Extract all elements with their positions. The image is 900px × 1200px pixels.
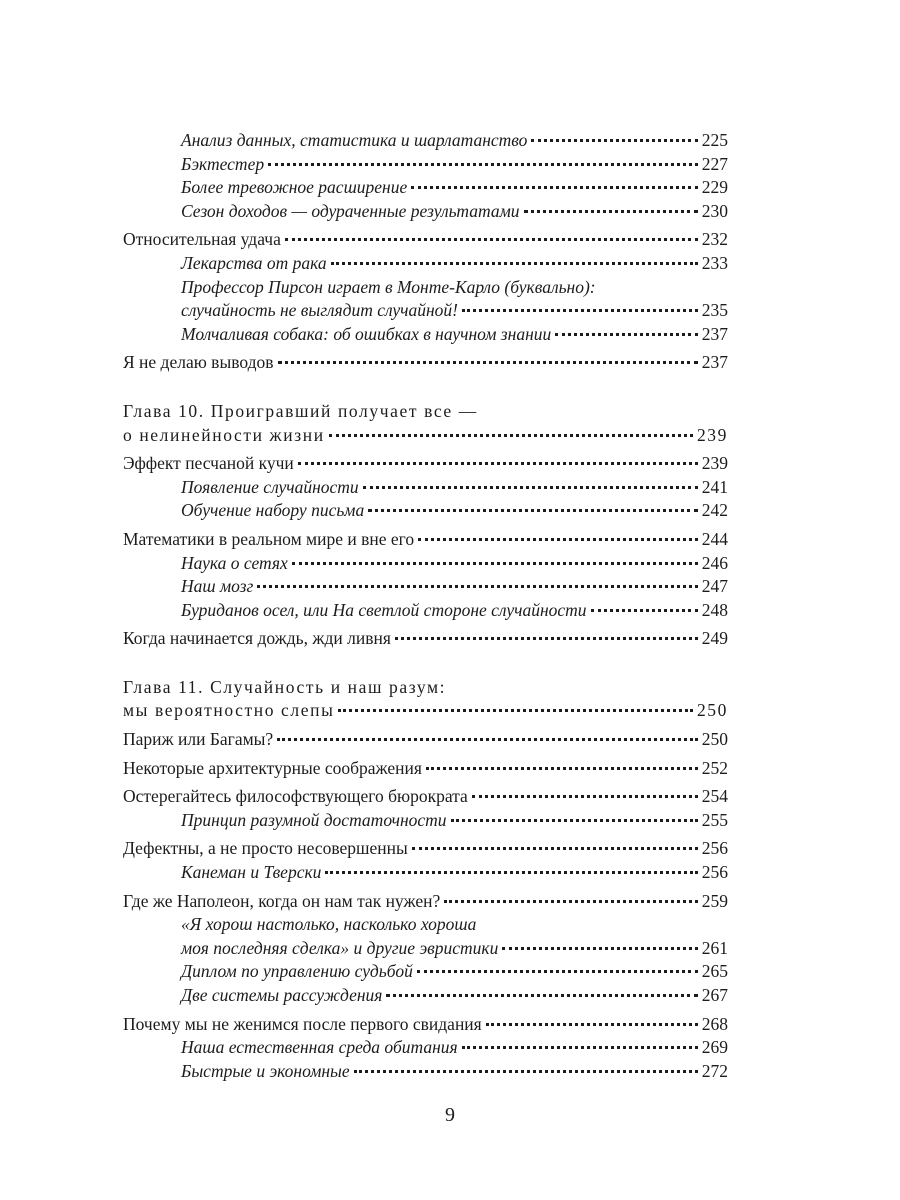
dot-leader <box>555 333 697 336</box>
dot-leader <box>331 262 698 265</box>
toc-entry-title: Молчаливая собака: об ошибках в научном знании <box>181 323 552 344</box>
dot-leader <box>412 847 698 850</box>
toc-entry-title: Некоторые архитектурные соображения <box>123 757 422 778</box>
toc-entry-title: Математики в реальном мире и вне его <box>123 528 415 549</box>
dot-leader <box>277 738 698 741</box>
toc-row <box>181 937 728 961</box>
toc-entry-sub <box>123 809 728 833</box>
toc-row <box>181 1060 728 1084</box>
toc-row <box>123 228 728 252</box>
toc-entry-title: Где же Наполеон, когда он нам так нужен? <box>123 890 441 911</box>
toc-entry-page-number: 250 <box>696 700 728 721</box>
toc-entry-section <box>123 351 728 375</box>
toc-row <box>181 129 728 153</box>
dot-leader <box>325 871 697 874</box>
toc-entry-title: Две системы рассуждения <box>181 985 383 1005</box>
toc-entry-sub <box>123 499 728 523</box>
toc-entry-title: Сезон доходов — одураченные результатами <box>181 200 520 221</box>
toc-row <box>123 757 728 781</box>
toc-entry-chapter <box>123 400 728 447</box>
toc-entry-page-number: 256 <box>701 862 728 883</box>
toc-entry-section <box>123 890 728 914</box>
toc-entry-page-number: 269 <box>701 1037 728 1058</box>
toc-entry-sub <box>123 599 728 623</box>
toc-entry-title-line: Глава 11. Случайность и наш разум: <box>123 676 447 697</box>
toc-entry-sub <box>123 200 728 224</box>
toc-entry-page-number: 254 <box>701 786 728 807</box>
toc-entry-page-number: 237 <box>701 323 728 344</box>
toc-entry-sub <box>123 129 728 153</box>
toc-entry-sub <box>123 861 728 885</box>
toc-entry-section <box>123 452 728 476</box>
toc-row <box>181 252 728 276</box>
toc-entry-page-number: 239 <box>696 424 728 445</box>
toc-entry-title: Диплом по управлению судьбой <box>181 961 413 982</box>
toc-entry-page-number: 272 <box>701 1060 728 1081</box>
toc-entry-sub <box>123 552 728 576</box>
toc-entry-sub <box>123 1036 728 1060</box>
toc-entry-page-number: 247 <box>701 576 728 597</box>
toc-entry-title: мы вероятностно слепы <box>123 700 335 721</box>
toc-entry-sub <box>123 276 728 323</box>
toc-entry-title-line: «Я хорош настолько, насколько хороша <box>181 914 477 935</box>
toc-entry-sub <box>123 913 728 960</box>
toc-row <box>181 176 728 200</box>
toc-entry-page-number: 227 <box>701 153 728 174</box>
toc-entry-page-number: 249 <box>701 628 728 649</box>
toc-row <box>123 528 728 552</box>
toc-entry-section <box>123 1013 728 1037</box>
toc-row <box>123 1013 728 1037</box>
toc-row <box>123 785 728 809</box>
toc-entry-section <box>123 228 728 252</box>
toc-entry-page-number: 244 <box>701 528 728 549</box>
toc-row <box>123 890 728 914</box>
toc-entry-page-number: 268 <box>701 1013 728 1034</box>
dot-leader <box>502 947 697 950</box>
toc-entry-page-number: 230 <box>701 200 728 221</box>
dot-leader <box>417 970 698 973</box>
toc-entry-title: Я не делаю выводов <box>123 352 274 373</box>
toc-entry-page-number: 233 <box>701 252 728 273</box>
toc-entry-page-number: 248 <box>701 599 728 620</box>
toc-row <box>181 599 728 623</box>
dot-leader <box>395 637 698 640</box>
dot-leader <box>386 994 697 997</box>
toc-row <box>123 728 728 752</box>
toc-entry-title: Наша естественная среда обитания <box>181 1037 458 1058</box>
toc-entry-page-number: 259 <box>701 890 728 911</box>
dot-leader <box>298 462 698 465</box>
toc-entry-page-number: 232 <box>701 229 728 250</box>
dot-leader <box>462 1046 698 1049</box>
toc-entry-title: Лекарства от рака <box>181 252 327 273</box>
toc-entry-title: Остерегайтесь философствующего бюрократа <box>123 786 468 807</box>
dot-leader <box>531 139 697 142</box>
toc-entry-title: Дефектны, а не просто несовершенны <box>123 838 408 859</box>
dot-leader <box>486 1023 698 1026</box>
toc-entry-section <box>123 837 728 861</box>
toc-entry-sub <box>123 984 728 1008</box>
toc-entry-title: Относительная удача <box>123 229 281 250</box>
toc-entry-title: Появление случайности <box>181 476 359 497</box>
toc-row <box>181 200 728 224</box>
toc-entry-title: моя последняя сделка» и другие эвристики <box>181 937 499 958</box>
toc-entry-title: Наш мозг <box>181 576 254 597</box>
toc-row <box>181 575 728 599</box>
toc-entry-sub <box>123 252 728 276</box>
toc-entry-section <box>123 757 728 781</box>
toc-row <box>181 299 728 323</box>
toc-entry-section <box>123 627 728 651</box>
toc-entry-sub <box>123 153 728 177</box>
dot-leader <box>292 562 698 565</box>
toc-entry-title: Канеман и Тверски <box>181 862 322 883</box>
toc-entry-page-number: 241 <box>701 476 728 497</box>
dot-leader <box>368 509 698 512</box>
toc-entry-sub <box>123 960 728 984</box>
table-of-contents <box>123 129 728 1083</box>
toc-entry-title: Анализ данных, статистика и шарлатанство <box>181 130 528 150</box>
dot-leader <box>462 309 698 312</box>
toc-entry-sub <box>123 323 728 347</box>
toc-entry-title: Когда начинается дождь, жди ливня <box>123 628 391 649</box>
toc-entry-sub <box>123 575 728 599</box>
toc-row <box>181 960 728 984</box>
toc-entry-chapter <box>123 676 728 723</box>
toc-row <box>123 837 728 861</box>
toc-entry-page-number: 256 <box>701 838 728 859</box>
toc-row <box>181 153 728 177</box>
toc-entry-sub <box>123 176 728 200</box>
dot-leader <box>411 186 698 189</box>
dot-leader <box>257 585 697 588</box>
toc-entry-title: Обучение набору письма <box>181 500 365 521</box>
toc-row <box>181 1036 728 1060</box>
toc-entry-title: о нелинейности жизни <box>123 424 325 445</box>
toc-row <box>181 476 728 500</box>
toc-entry-title: Бэктестер <box>181 153 265 174</box>
toc-row <box>123 424 728 448</box>
toc-entry-title: Буриданов осел, или На светлой стороне случайности <box>181 599 587 620</box>
toc-entry-page-number: 242 <box>701 500 728 521</box>
toc-entry-page-number: 237 <box>701 352 728 373</box>
toc-entry-title: Эффект песчаной кучи <box>123 453 294 474</box>
toc-row <box>181 499 728 523</box>
toc-row <box>181 809 728 833</box>
dot-leader <box>591 609 698 612</box>
toc-entry-page-number: 252 <box>701 757 728 778</box>
toc-entry-section <box>123 785 728 809</box>
toc-entry-title: Париж или Багамы? <box>123 729 274 750</box>
toc-entry-page-number: 225 <box>701 130 728 150</box>
page-number: 9 <box>445 1104 455 1126</box>
toc-entry-page-number: 255 <box>701 809 728 830</box>
toc-entry-section <box>123 528 728 552</box>
toc-row <box>181 552 728 576</box>
toc-entry-sub <box>123 1060 728 1084</box>
dot-leader <box>524 210 698 213</box>
toc-row <box>123 627 728 651</box>
toc-entry-title: Быстрые и экономные <box>181 1060 350 1081</box>
dot-leader <box>472 795 698 798</box>
toc-entry-page-number: 267 <box>701 985 728 1005</box>
toc-entry-page-number: 250 <box>701 729 728 750</box>
toc-entry-title-line: Глава 10. Проигравший получает все — <box>123 400 478 421</box>
dot-leader <box>268 163 698 166</box>
toc-entry-section <box>123 728 728 752</box>
toc-entry-page-number: 261 <box>701 937 728 958</box>
toc-entry-page-number: 246 <box>701 552 728 573</box>
dot-leader <box>418 538 698 541</box>
dot-leader <box>426 767 698 770</box>
toc-row <box>181 984 728 1008</box>
toc-entry-page-number: 239 <box>701 453 728 474</box>
dot-leader <box>285 238 698 241</box>
toc-entry-page-number: 265 <box>701 961 728 982</box>
toc-entry-page-number: 235 <box>701 300 728 321</box>
toc-entry-title: Более тревожное расширение <box>181 177 408 198</box>
dot-leader <box>354 1070 698 1073</box>
dot-leader <box>278 361 698 364</box>
dot-leader <box>363 486 698 489</box>
dot-leader <box>329 434 693 437</box>
toc-row <box>181 323 728 347</box>
dot-leader <box>444 900 698 903</box>
toc-row <box>123 351 728 375</box>
toc-row <box>123 699 728 723</box>
toc-entry-title: случайность не выглядит случайной! <box>181 300 459 321</box>
toc-entry-title-line: Профессор Пирсон играет в Монте-Карло (буквально): <box>181 276 596 297</box>
dot-leader <box>451 819 698 822</box>
toc-entry-sub <box>123 476 728 500</box>
toc-entry-title: Наука о сетях <box>181 552 288 573</box>
toc-entry-title: Принцип разумной достаточности <box>181 809 447 830</box>
toc-entry-page-number: 229 <box>701 177 728 198</box>
toc-row <box>123 452 728 476</box>
toc-row <box>181 861 728 885</box>
toc-entry-title: Почему мы не женимся после первого свидания <box>123 1013 482 1034</box>
dot-leader <box>338 709 692 712</box>
